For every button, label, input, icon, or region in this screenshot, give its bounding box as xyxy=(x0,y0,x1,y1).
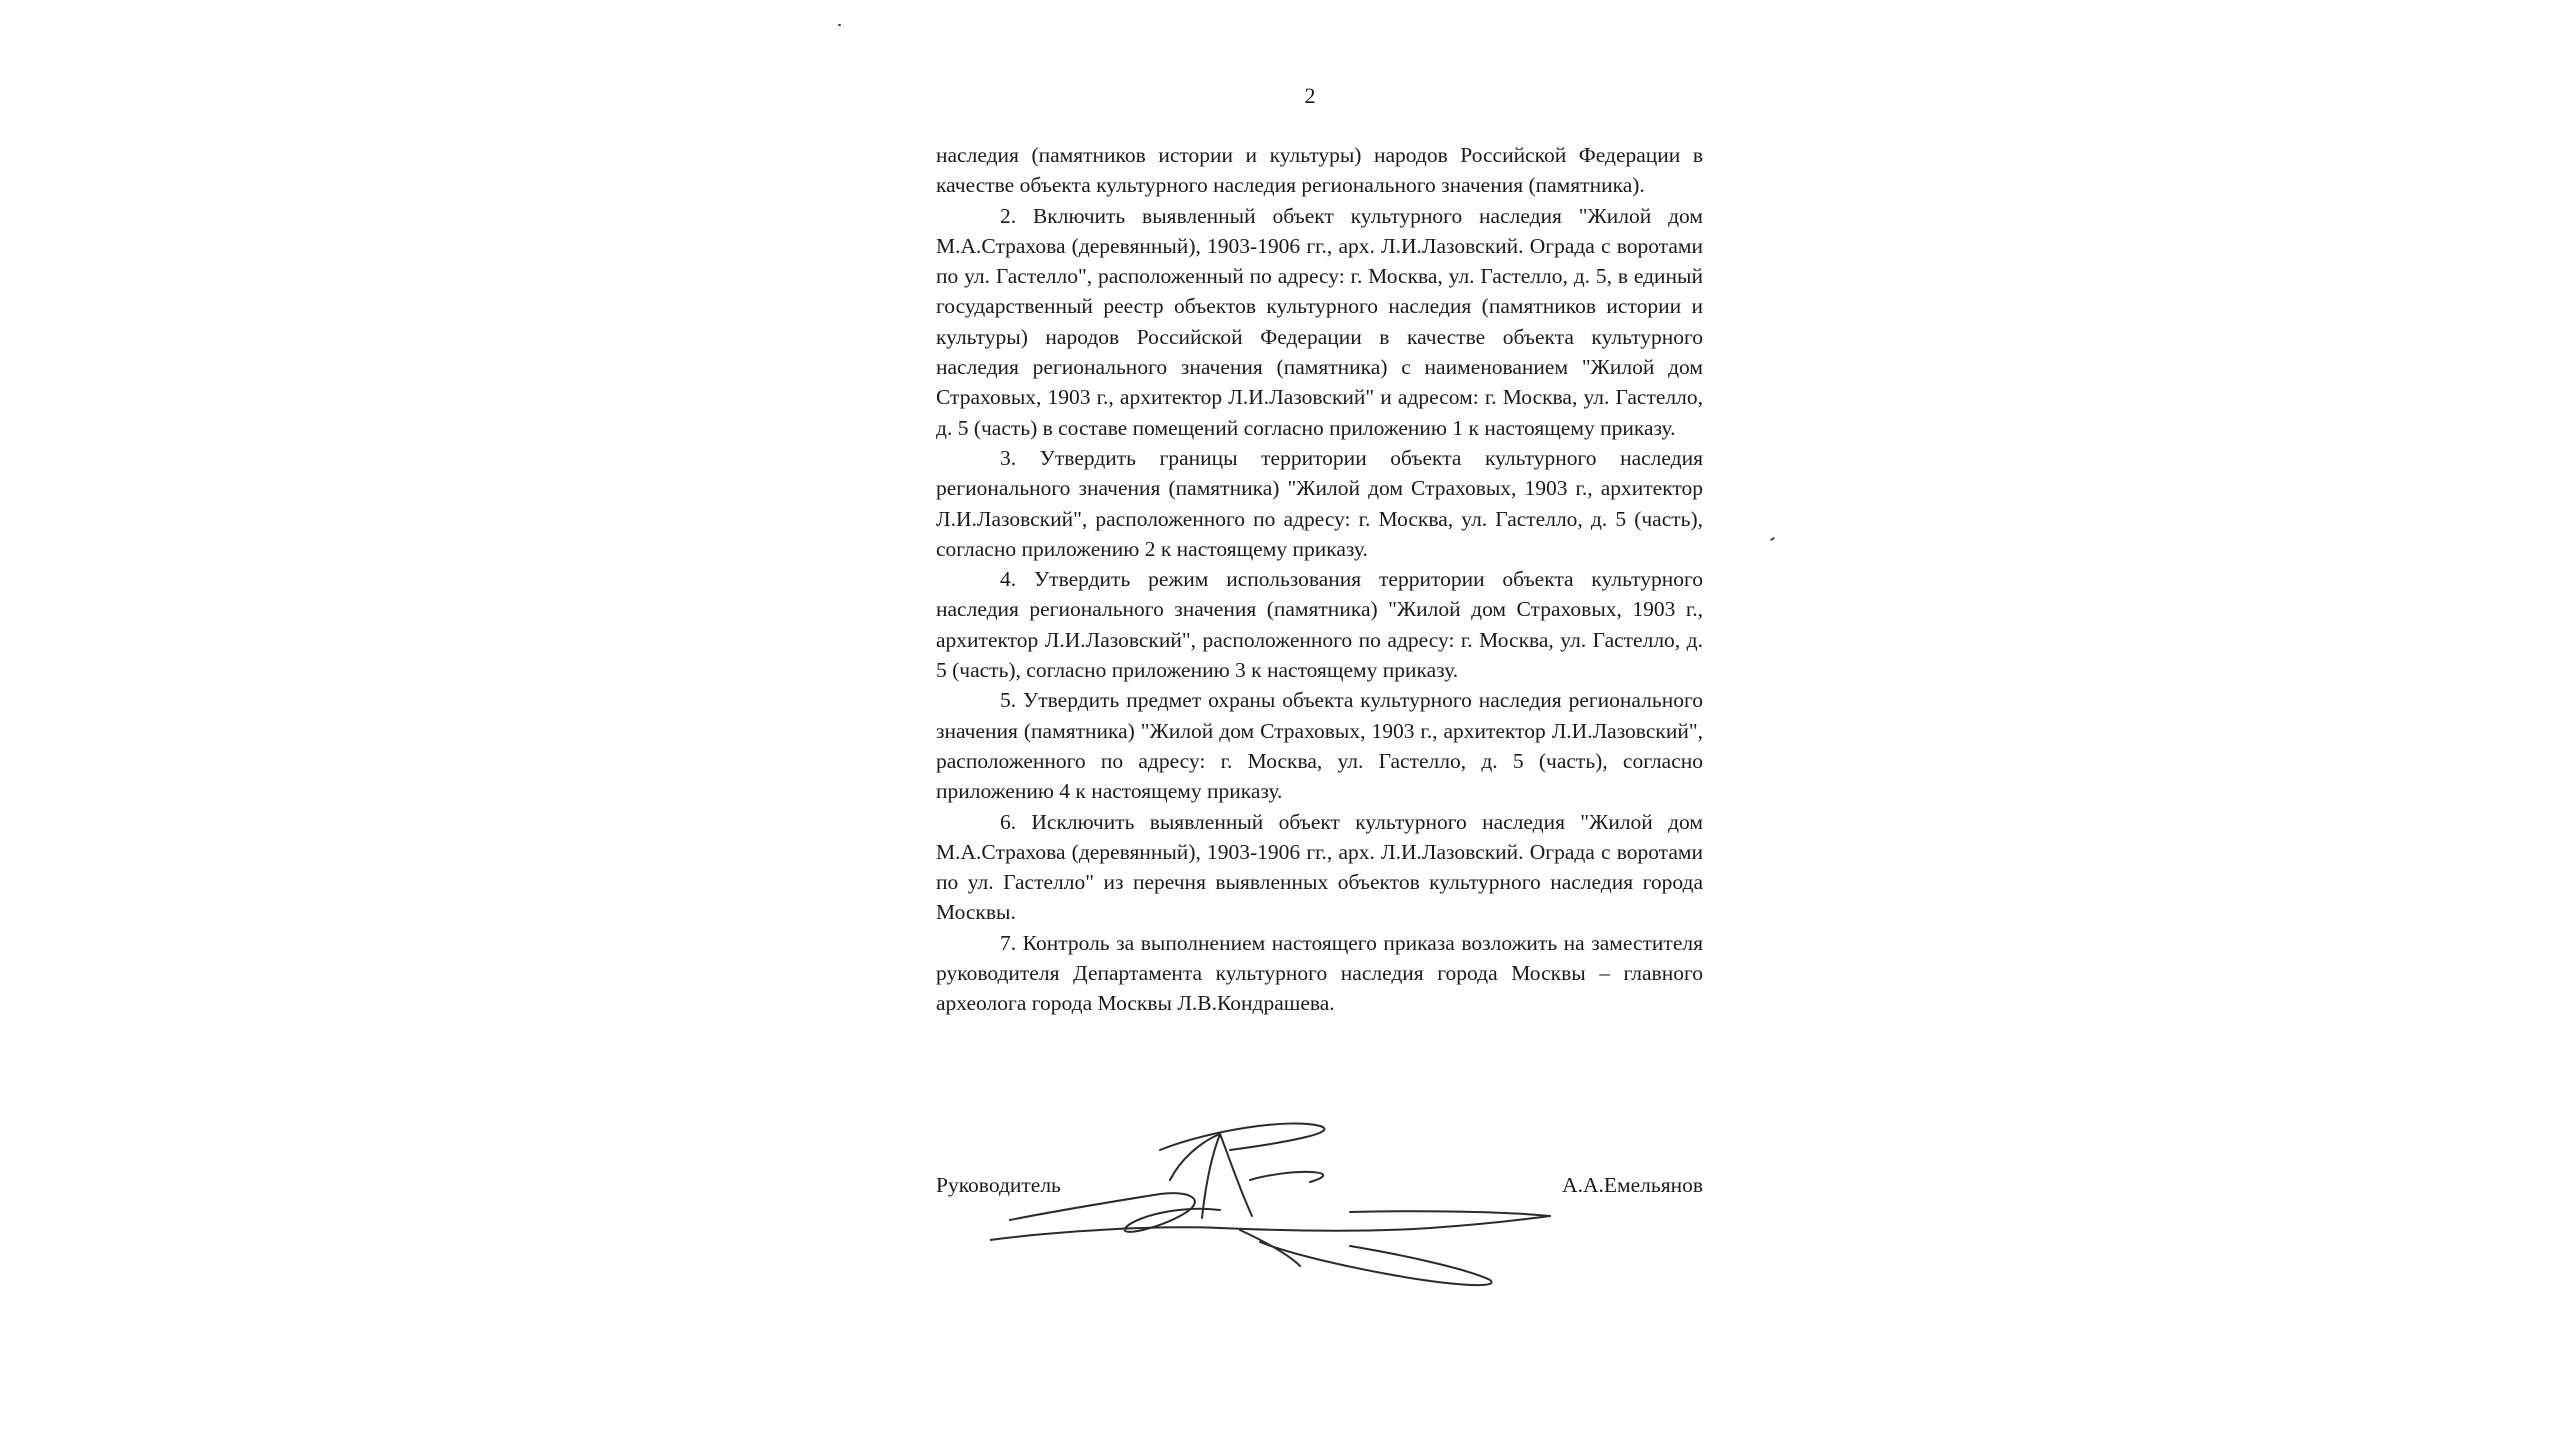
signer-name: А.А.Емельянов xyxy=(1562,1173,1703,1197)
paragraph-item-6: 6. Исключить выявленный объект культурного наследия "Жилой дом М.А.Страхова (деревянный), 1903-1906 гг., арх. Л.И.Лазовский. Ограда с воротами по ул. Гастелло" из перечня выявленных объектов культурного наследия города Москвы. xyxy=(936,809,1703,925)
document-body xyxy=(936,140,1703,1019)
scan-speck xyxy=(838,24,841,26)
paragraph-item-4: 4. Утвердить режим использования территории объекта культурного наследия регионального значения (памятника) "Жилой дом Страховых, 1903 г., архитектор Л.И.Лазовский", расположенного по адресу: г. Москва, ул. Гастелло, д. 5 (часть), согласно приложению 3 к настоящему приказу. xyxy=(936,567,1703,683)
paragraph-item-5: 5. Утвердить предмет охраны объекта культурного наследия регионального значения (памятника) "Жилой дом Страховых, 1903 г., архитектор Л.И.Лазовский", расположенного по адресу: г. Москва, ул. Гастелло, д. 5 (часть), согласно приложению 4 к настоящему приказу. xyxy=(936,688,1703,804)
handwritten-signature xyxy=(990,1120,1560,1300)
page-number: 2 xyxy=(1304,83,1316,108)
paragraph-continuation: наследия (памятников истории и культуры) народов Российской Федерации в качестве объекта культурного наследия регионального значения (памятника). xyxy=(936,143,1703,198)
paragraph-item-3: 3. Утвердить границы территории объекта культурного наследия регионального значения (памятника) "Жилой дом Страховых, 1903 г., архитектор Л.И.Лазовский", расположенного по адресу: г. Москва, ул. Гастелло, д. 5 (часть), согласно приложению 2 к настоящему приказу. xyxy=(936,445,1703,561)
scan-speck xyxy=(1770,537,1775,542)
paragraph-item-2: 2. Включить выявленный объект культурного наследия "Жилой дом М.А.Страхова (деревянный), 1903-1906 гг., арх. Л.И.Лазовский. Ограда с воротами по ул. Гастелло", расположенный по адресу: г. Москва, ул. Гастелло, д. 5, в единый государственный реестр объектов культурного наследия (памятников истории и культуры) народов Российской Федерации в качестве объекта культурного наследия регионального значения (памятника) с наименованием "Жилой дом Страховых, 1903 г., архитектор Л.И.Лазовский" и адресом: г. Москва, ул. Гастелло, д. 5 (часть) в составе помещений согласно приложению 1 к настоящему приказу. xyxy=(936,203,1703,440)
paragraph-item-7: 7. Контроль за выполнением настоящего приказа возложить на заместителя руководителя Департамента культурного наследия города Москвы – главного археолога города Москвы Л.В.Кондрашева. xyxy=(936,930,1703,1016)
signer-position: Руководитель xyxy=(936,1173,1061,1197)
